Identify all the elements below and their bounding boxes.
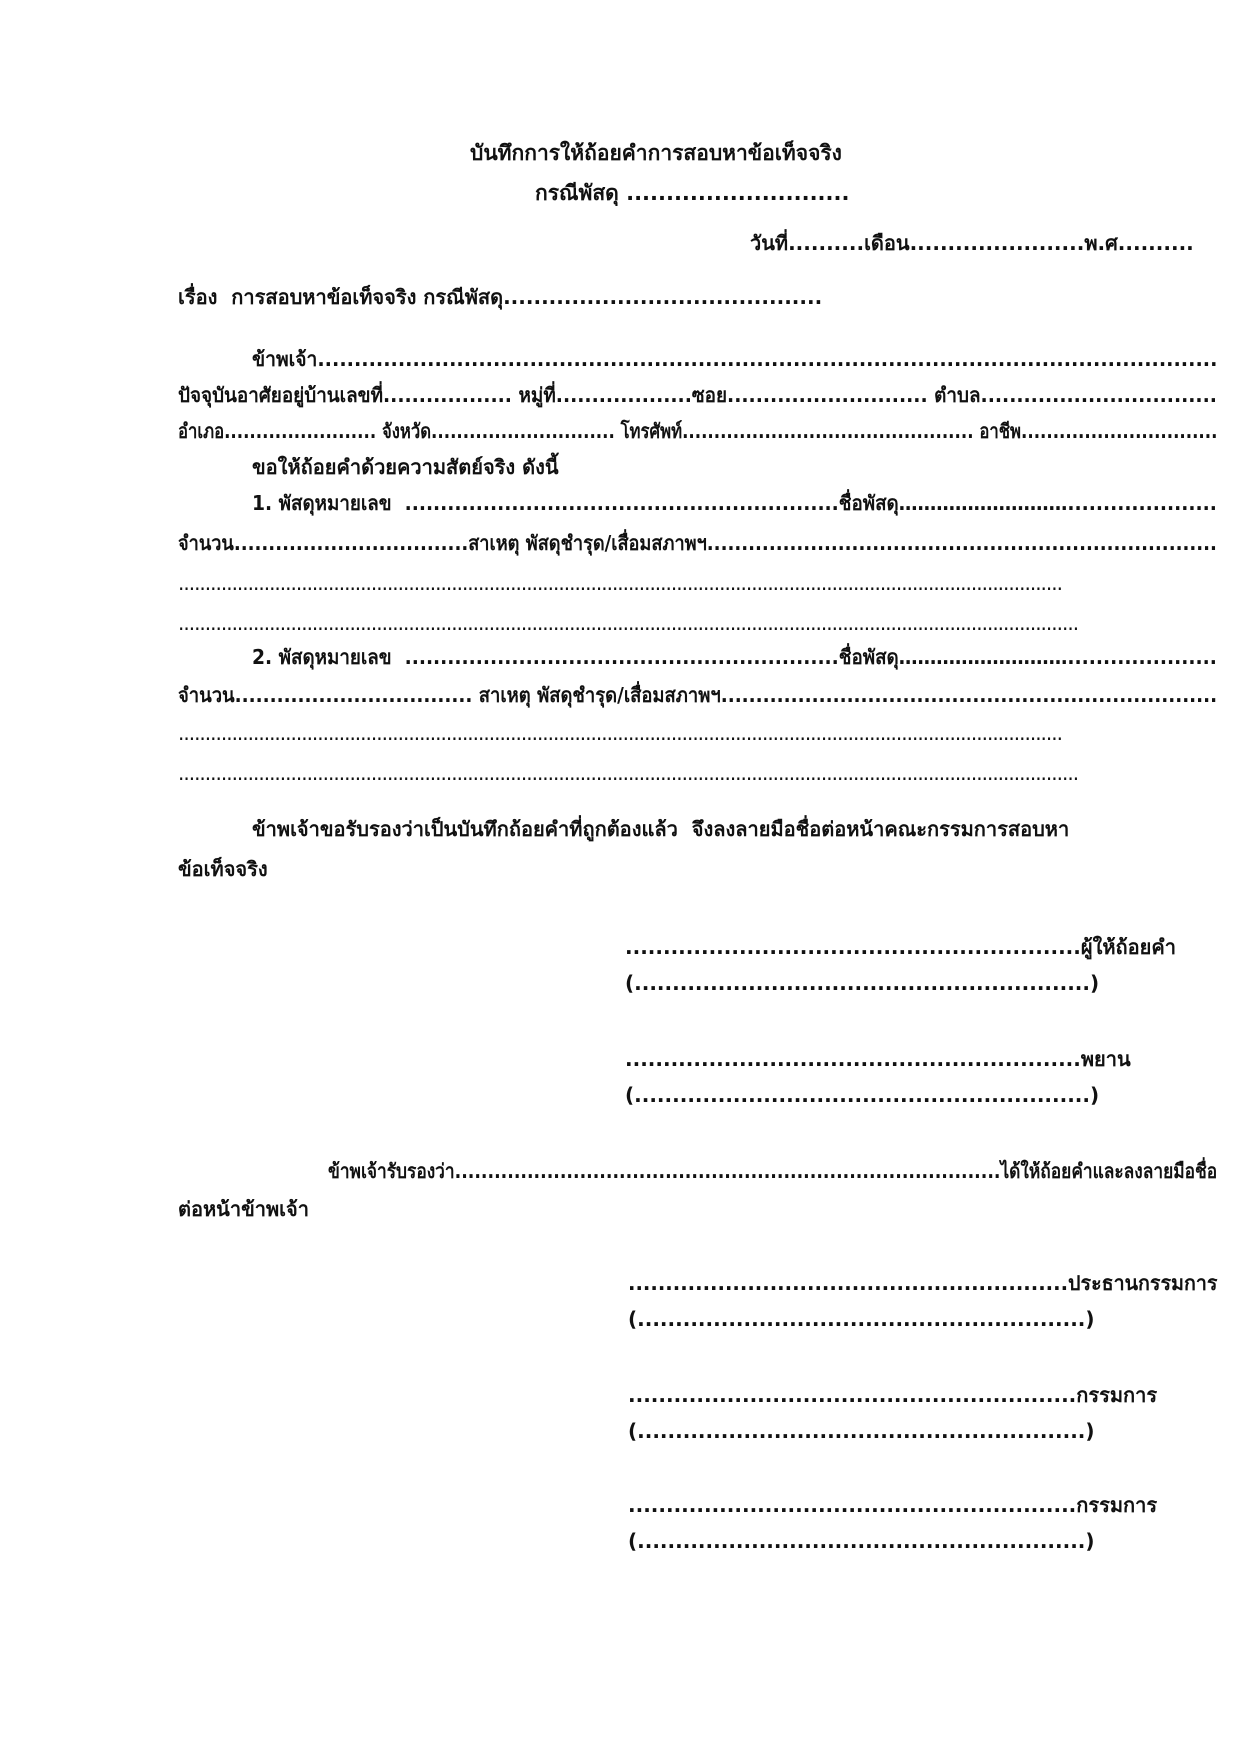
declarant-line: ข้าพเจ้า........................................................................................................................... — [252, 347, 1218, 371]
item-2-amount-line: จำนวน.................................. สาเหตุ พัสดุชำรุด/เสื่อมสภาพฯ....................................................................... — [178, 683, 1218, 707]
document-subtitle: กรณีพัสดุ ............................ — [535, 181, 850, 205]
witness-certification-cont: ต่อหน้าข้าพเจ้า — [178, 1197, 309, 1221]
member-1-name-line: (...........................................................) — [628, 1419, 1095, 1443]
item-1-blank-line: ..................................................................................................................................................................... — [178, 571, 1062, 595]
chair-name-line: (...........................................................) — [628, 1307, 1095, 1331]
statement-intro: ขอให้ถ้อยคำด้วยความสัตย์จริง ดังนี้ — [252, 455, 559, 479]
item-2-blank-line: ........................................................................................................................................................................ — [178, 761, 1079, 785]
certification-paragraph: ข้าพเจ้าขอรับรองว่าเป็นบันทึกถ้อยคำที่ถูกต้องแล้ว จึงลงลายมือชื่อต่อหน้าคณะกรรมการสอบหา — [252, 817, 1070, 841]
item-1-blank-line: ........................................................................................................................................................................ — [178, 611, 1079, 635]
member-2-name-line: (...........................................................) — [628, 1529, 1095, 1553]
giver-signature-line: ............................................................ผู้ให้ถ้อยคำ — [625, 935, 1176, 959]
district-line: อำเภอ........................ จังหวัด............................. โทรศัพท์.............................................. อาชีพ............................... — [178, 419, 1218, 443]
member-1-signature-line: ...........................................................กรรมการ — [628, 1383, 1158, 1407]
address-line: ปัจจุบันอาศัยอยู่บ้านเลขที่.................. หมู่ที่...................ซอย............................ ตำบล................................. — [178, 383, 1217, 407]
item-1-amount-line: จำนวน..................................สาเหตุ พัสดุชำรุด/เสื่อมสภาพฯ.......................................................................... — [178, 531, 1217, 555]
giver-name-line: (............................................................) — [625, 971, 1100, 995]
witness-name-line: (............................................................) — [625, 1083, 1100, 1107]
date-line: วันที่..........เดือน.......................พ.ศ.......... — [750, 231, 1194, 255]
document-title: บันทึกการให้ถ้อยคำการสอบหาข้อเท็จจริง — [470, 141, 842, 165]
item-2-number-line: 2. พัสดุหมายเลข .............................................................ชื่อพัสดุ………………………..................... — [252, 645, 1217, 669]
item-1-number-line: 1. พัสดุหมายเลข .............................................................ชื่อพัสดุ………………………..................... — [252, 491, 1217, 515]
item-2-blank-line: ..................................................................................................................................................................... — [178, 721, 1062, 745]
member-2-signature-line: ...........................................................กรรมการ — [628, 1493, 1158, 1517]
subject-line: เรื่อง การสอบหาข้อเท็จจริง กรณีพัสดุ.......................................... — [178, 285, 823, 309]
chair-signature-line: ...........................................................ประธานกรรมการ — [628, 1271, 1218, 1295]
witness-certification: ข้าพเจ้ารับรองว่า...................................................................................ได้ให้ถ้อยคำและลงลายมือชื่อ — [328, 1159, 1218, 1183]
certification-paragraph-cont: ข้อเท็จจริง — [178, 857, 268, 881]
witness-signature-line: ............................................................พยาน — [625, 1047, 1131, 1071]
